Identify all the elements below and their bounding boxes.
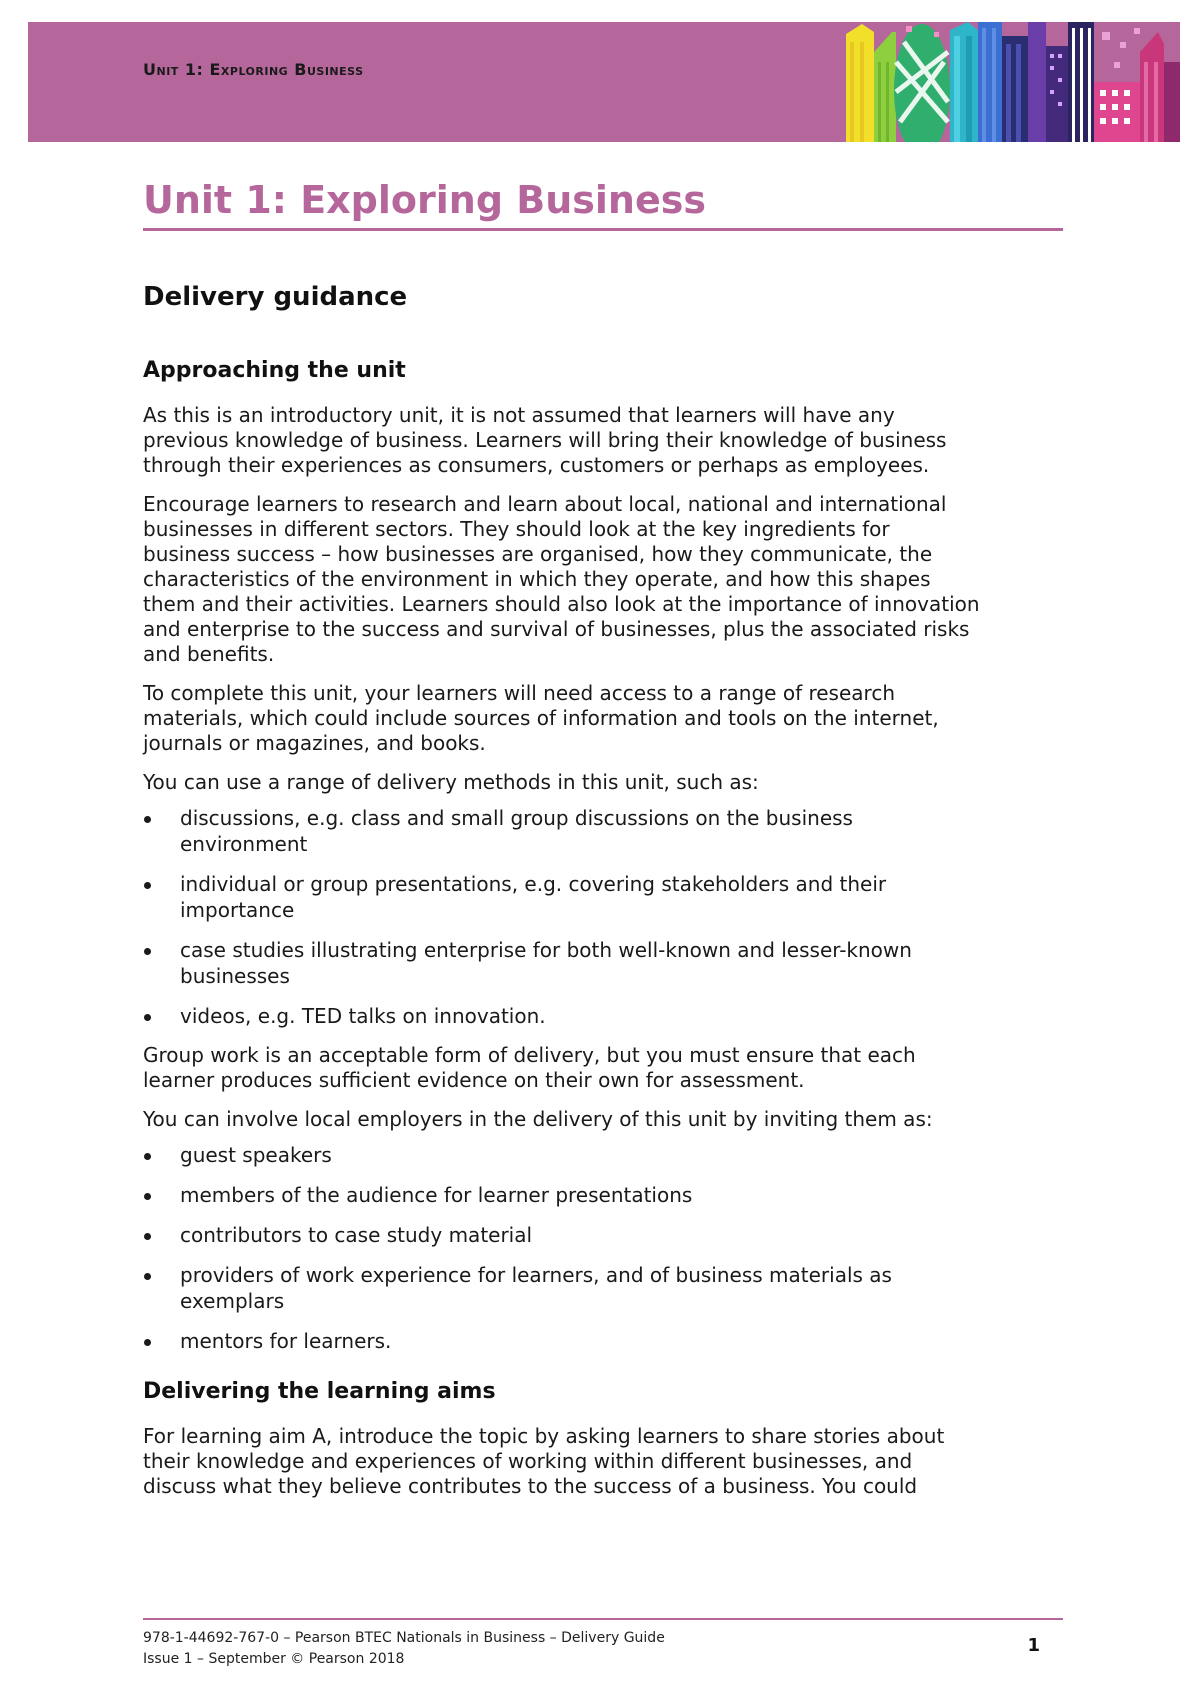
list-item — [143, 805, 980, 857]
bullet-icon — [144, 816, 151, 823]
employer-roles-list — [143, 1142, 1063, 1354]
paragraph-introductory: As this is an introductory unit, it is not assumed that learners will have any previous knowledge of business. Learners will bring their knowledge of business through their experiences as consumers, customers or perhaps as employees. — [143, 403, 947, 477]
list-item — [143, 871, 980, 923]
list-item — [143, 1262, 980, 1314]
footer-divider — [143, 1618, 1063, 1620]
paragraph-encourage-research: Encourage learners to research and learn about local, national and international businesses in different sectors. They should look at the key ingredients for business success – how businesses are organised, how they communicate, the characteristics of the environment in which they operate, and how this shapes them and their activities. Learners should also look at the importance of innovation and enterprise to the success and survival of businesses, plus the associated risks and benefits. — [143, 492, 980, 666]
list-item — [143, 1142, 980, 1168]
list-item-text: members of the audience for learner presentations — [180, 1183, 693, 1207]
list-item — [143, 937, 980, 989]
list-item-text: mentors for learners. — [180, 1329, 392, 1353]
list-item — [143, 1182, 980, 1208]
main-content — [143, 176, 1063, 1499]
list-item-text: case studies illustrating enterprise for both well-known and lesser-known businesses — [180, 938, 912, 988]
running-header-title: Unit 1: Exploring Business — [143, 60, 364, 79]
heading-approaching-the-unit: Approaching the unit — [143, 358, 406, 383]
heading-delivering-learning-aims: Delivering the learning aims — [143, 1379, 496, 1404]
list-item-text: providers of work experience for learners, and of business materials as exemplars — [180, 1263, 892, 1313]
footer-issue-line: Issue 1 – September © Pearson 2018 — [143, 1651, 405, 1667]
bullet-icon — [144, 948, 151, 955]
bullet-icon — [144, 1014, 151, 1021]
running-header — [28, 22, 1180, 142]
list-item-text: videos, e.g. TED talks on innovation. — [180, 1004, 546, 1028]
list-item — [143, 1003, 980, 1029]
paragraph-learning-aim-a: For learning aim A, introduce the topic by asking learners to share stories about their knowledge and experiences of working within different businesses, and discuss what they believe contributes to the success of a business. You could — [143, 1424, 945, 1498]
page-number: 1 — [1027, 1635, 1040, 1656]
paragraph-employers-intro: You can involve local employers in the delivery of this unit by inviting them as: — [143, 1107, 933, 1131]
list-item-text: guest speakers — [180, 1143, 332, 1167]
paragraph-research-materials: To complete this unit, your learners will need access to a range of research materials, which could include sources of information and tools on the internet, journals or magazines, and books. — [143, 681, 939, 755]
bullet-icon — [144, 1193, 151, 1200]
list-item-text: contributors to case study material — [180, 1223, 533, 1247]
bullet-icon — [144, 1233, 151, 1240]
paragraph-group-work: Group work is an acceptable form of delivery, but you must ensure that each learner produces sufficient evidence on their own for assessment. — [143, 1043, 916, 1092]
list-item-text: discussions, e.g. class and small group discussions on the business environment — [180, 806, 853, 856]
bullet-icon — [144, 882, 151, 889]
list-item — [143, 1222, 980, 1248]
bullet-icon — [144, 1273, 151, 1280]
city-skyline-decoration — [844, 22, 1180, 142]
bullet-icon — [144, 1153, 151, 1160]
footer-isbn-line: 978-1-44692-767-0 – Pearson BTEC Nationals in Business – Delivery Guide — [143, 1630, 665, 1646]
list-item-text: individual or group presentations, e.g. covering stakeholders and their importance — [180, 872, 887, 922]
delivery-methods-list — [143, 805, 1063, 1029]
unit-title: Unit 1: Exploring Business — [143, 176, 1063, 231]
bullet-icon — [144, 1339, 151, 1346]
section-title-delivery-guidance: Delivery guidance — [143, 282, 408, 312]
list-item — [143, 1328, 980, 1354]
paragraph-delivery-methods-intro: You can use a range of delivery methods in this unit, such as: — [143, 770, 759, 794]
